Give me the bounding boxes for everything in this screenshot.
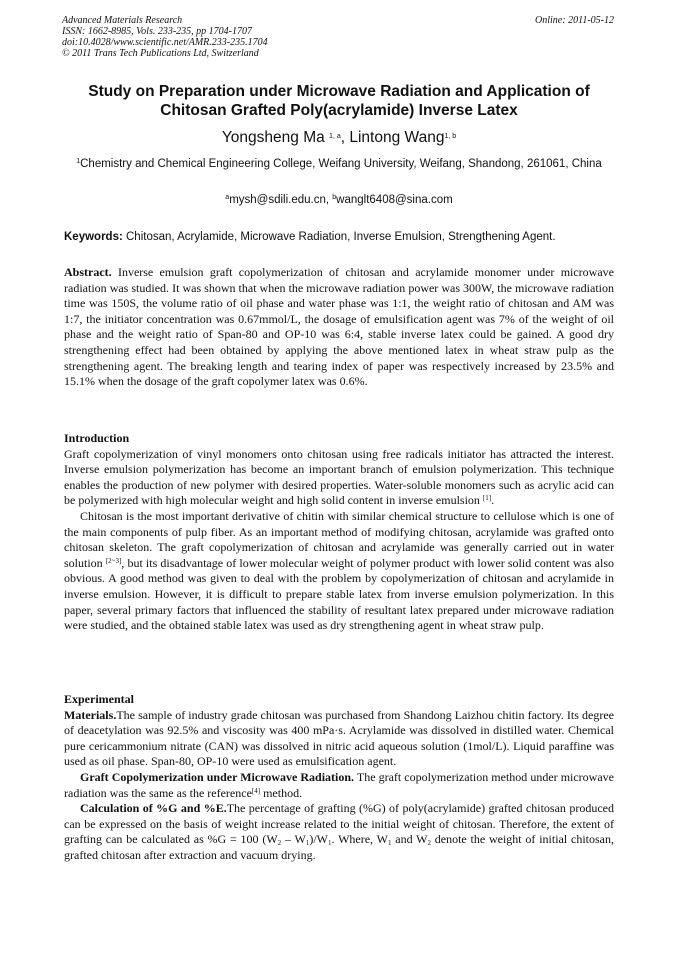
intro-p1-end: . bbox=[491, 493, 495, 508]
abstract-label: Abstract. bbox=[64, 265, 112, 279]
calc-sub-w1: 1 bbox=[305, 839, 310, 848]
copyright-line: © 2011 Trans Tech Publications Ltd, Switzerland bbox=[62, 48, 259, 59]
calc-sub-w2-def: 2 bbox=[427, 839, 431, 848]
email-a-mark: a bbox=[225, 194, 230, 201]
citation-2-3: [2~3] bbox=[105, 556, 122, 565]
calc-text-a: The percentage of grafting (%G) of poly(acrylamide) grafted chitosan produced can be expressed on the basis of weight increase related to the initial weight of chitosan. Therefore, the extent of grafting can be calculated as %G = 100 (W bbox=[64, 801, 614, 847]
keywords-label: Keywords: bbox=[64, 231, 123, 243]
calc-text-f: denote the weight of initial chitosan, grafted chitosan after extraction and vacuum drying. bbox=[64, 832, 614, 862]
graft-label: Graft Copolymerization under Microwave Radiation. bbox=[80, 769, 355, 784]
journal-name: Advanced Materials Research bbox=[62, 15, 183, 26]
calculation-label: Calculation of %G and %E. bbox=[80, 801, 227, 816]
title-line-2: Chitosan Grafted Poly(acrylamide) Inverse Latex bbox=[160, 102, 518, 119]
graft-paragraph bbox=[64, 770, 614, 801]
author-separator: , bbox=[340, 129, 350, 146]
keywords-text: Chitosan, Acrylamide, Microwave Radiation, Inverse Emulsion, Strengthening Agent. bbox=[122, 231, 556, 243]
calculation-paragraph bbox=[64, 801, 614, 863]
title-line-1: Study on Preparation under Microwave Radiation and Application of bbox=[88, 83, 590, 100]
materials-text: The sample of industry grade chitosan was purchased from Shandong Laizhou chitin factory. Its degree of deacetylation was 92.5% and viscosity was 400 mPa·s. Acrylamide was dissolved in distilled water. Chemical pure cericammonium nitrate (CAN) was dissolved in nitric acid aqueous solution (1mol/L). Liquid paraffine was used as oil phase. Span-80, OP-10 were used as emulsification agent. bbox=[64, 707, 614, 769]
email-b-mark: b bbox=[332, 194, 337, 201]
journal-header bbox=[62, 15, 268, 59]
introduction-heading: Introduction bbox=[64, 431, 130, 445]
affiliation bbox=[64, 157, 614, 172]
calc-sub-w1-def: 1 bbox=[387, 839, 392, 848]
calc-sub-w1-denom: 1 bbox=[328, 839, 332, 848]
affiliation-text: Chemistry and Chemical Engineering College, Weifang University, Weifang, Shandong, 261061, China bbox=[80, 158, 602, 170]
intro-p1-text: Graft copolymerization of vinyl monomers onto chitosan using free radicals initiator has attracted the interest. Inverse emulsion polymerization has become an important branch of emulsion polymerization. This technique enables the production of new polymer with desired properties. Water-soluble monomers such as acrylic acid can be polymerized with high molecular weight and high solid content in inverse emulsion bbox=[64, 446, 614, 508]
citation-1: [1] bbox=[482, 494, 492, 503]
introduction-paragraph-1 bbox=[64, 447, 614, 509]
materials-paragraph bbox=[64, 708, 614, 770]
abstract-text: Inverse emulsion graft copolymerization of chitosan and acrylamide monomer under microwave radiation was studied. It was shown that when the microwave radiation power was 300W, the microwave radiation time was 150S, the volume ratio of oil phase and water phase was 1:1, the weight ratio of chitosan and AM was 1:7, the initiator concentration was 0.67mmol/L, the dosage of emulsification agent was 7% of the weight of oil phase and the weight ratio of Span-80 and OP-10 was 6:4, stable inverse latex could be gained. A good dry strengthening effect had been obtained by applying the above mentioned latex in wheat straw pulp as the strengthening agent. The breaking length and tearing index of paper was respectively increased by 23.5% and 15.1% when the dosage of the graft copolymer latex was 0.6%. bbox=[64, 265, 614, 389]
author-1: Yongsheng Ma bbox=[221, 129, 325, 146]
materials-label: Materials. bbox=[64, 707, 117, 722]
graft-text-b: method. bbox=[260, 785, 303, 800]
email-separator: , bbox=[325, 194, 333, 206]
issn-line: ISSN: 1662-8985, Vols. 233-235, pp 1704-1707 bbox=[62, 26, 252, 37]
email-a[interactable]: mysh@sdili.edu.cn bbox=[229, 194, 326, 206]
calc-sub-w2: 2 bbox=[277, 839, 282, 848]
calc-text-d: . Where, W bbox=[331, 832, 388, 847]
abstract-section bbox=[64, 265, 614, 390]
experimental-section bbox=[64, 692, 614, 864]
author-2: Lintong Wang bbox=[349, 129, 445, 146]
calc-text-b: – W bbox=[281, 832, 306, 847]
calc-text-e: and W bbox=[391, 832, 428, 847]
online-date: Online: 2011-05-12 bbox=[535, 15, 614, 26]
author-list bbox=[60, 129, 618, 147]
intro-p2-text-b: , but its disadvantage of lower molecular weight of polymer product with lower solid content was also obvious. A good method was given to deal with the problem by copolymerization of chitosan and acrylamide in inverse emulsion. However, it is difficult to prepare stable latex from inverse emulsion polymerization. In this paper, several primary factors that influenced the stability of resultant latex prepared under microwave radiation were studied, and the obtained stable latex was used as dry strengthening agent in wheat straw pulp. bbox=[64, 555, 614, 633]
intro-p2-text-a: Chitosan is the most important derivative of chitin with similar chemical structure to cellulose which is one of the main components of pulp fiber. As an important method of modifying chitosan, acrylamide was grafted onto chitosan skeleton. The graft copolymerization of chitosan and acrylamide was generally carried out in water solution bbox=[64, 508, 614, 570]
paper-title bbox=[60, 82, 618, 120]
calc-text-c: )/W bbox=[309, 832, 328, 847]
citation-4: [4] bbox=[251, 786, 261, 795]
email-line bbox=[60, 194, 618, 206]
experimental-heading: Experimental bbox=[64, 692, 134, 706]
author-2-affil-mark: 1, b bbox=[444, 133, 457, 140]
email-b[interactable]: wanglt6408@sina.com bbox=[336, 194, 453, 206]
keywords bbox=[64, 231, 616, 243]
introduction-section bbox=[64, 431, 614, 634]
graft-text-a: The graft copolymerization method under microwave radiation was the same as the reference bbox=[64, 769, 614, 800]
affiliation-mark: 1 bbox=[76, 158, 81, 165]
doi-line[interactable]: doi:10.4028/www.scientific.net/AMR.233-235.1704 bbox=[62, 37, 268, 48]
author-1-affil-mark: 1, a bbox=[329, 133, 341, 140]
introduction-paragraph-2 bbox=[64, 509, 614, 634]
